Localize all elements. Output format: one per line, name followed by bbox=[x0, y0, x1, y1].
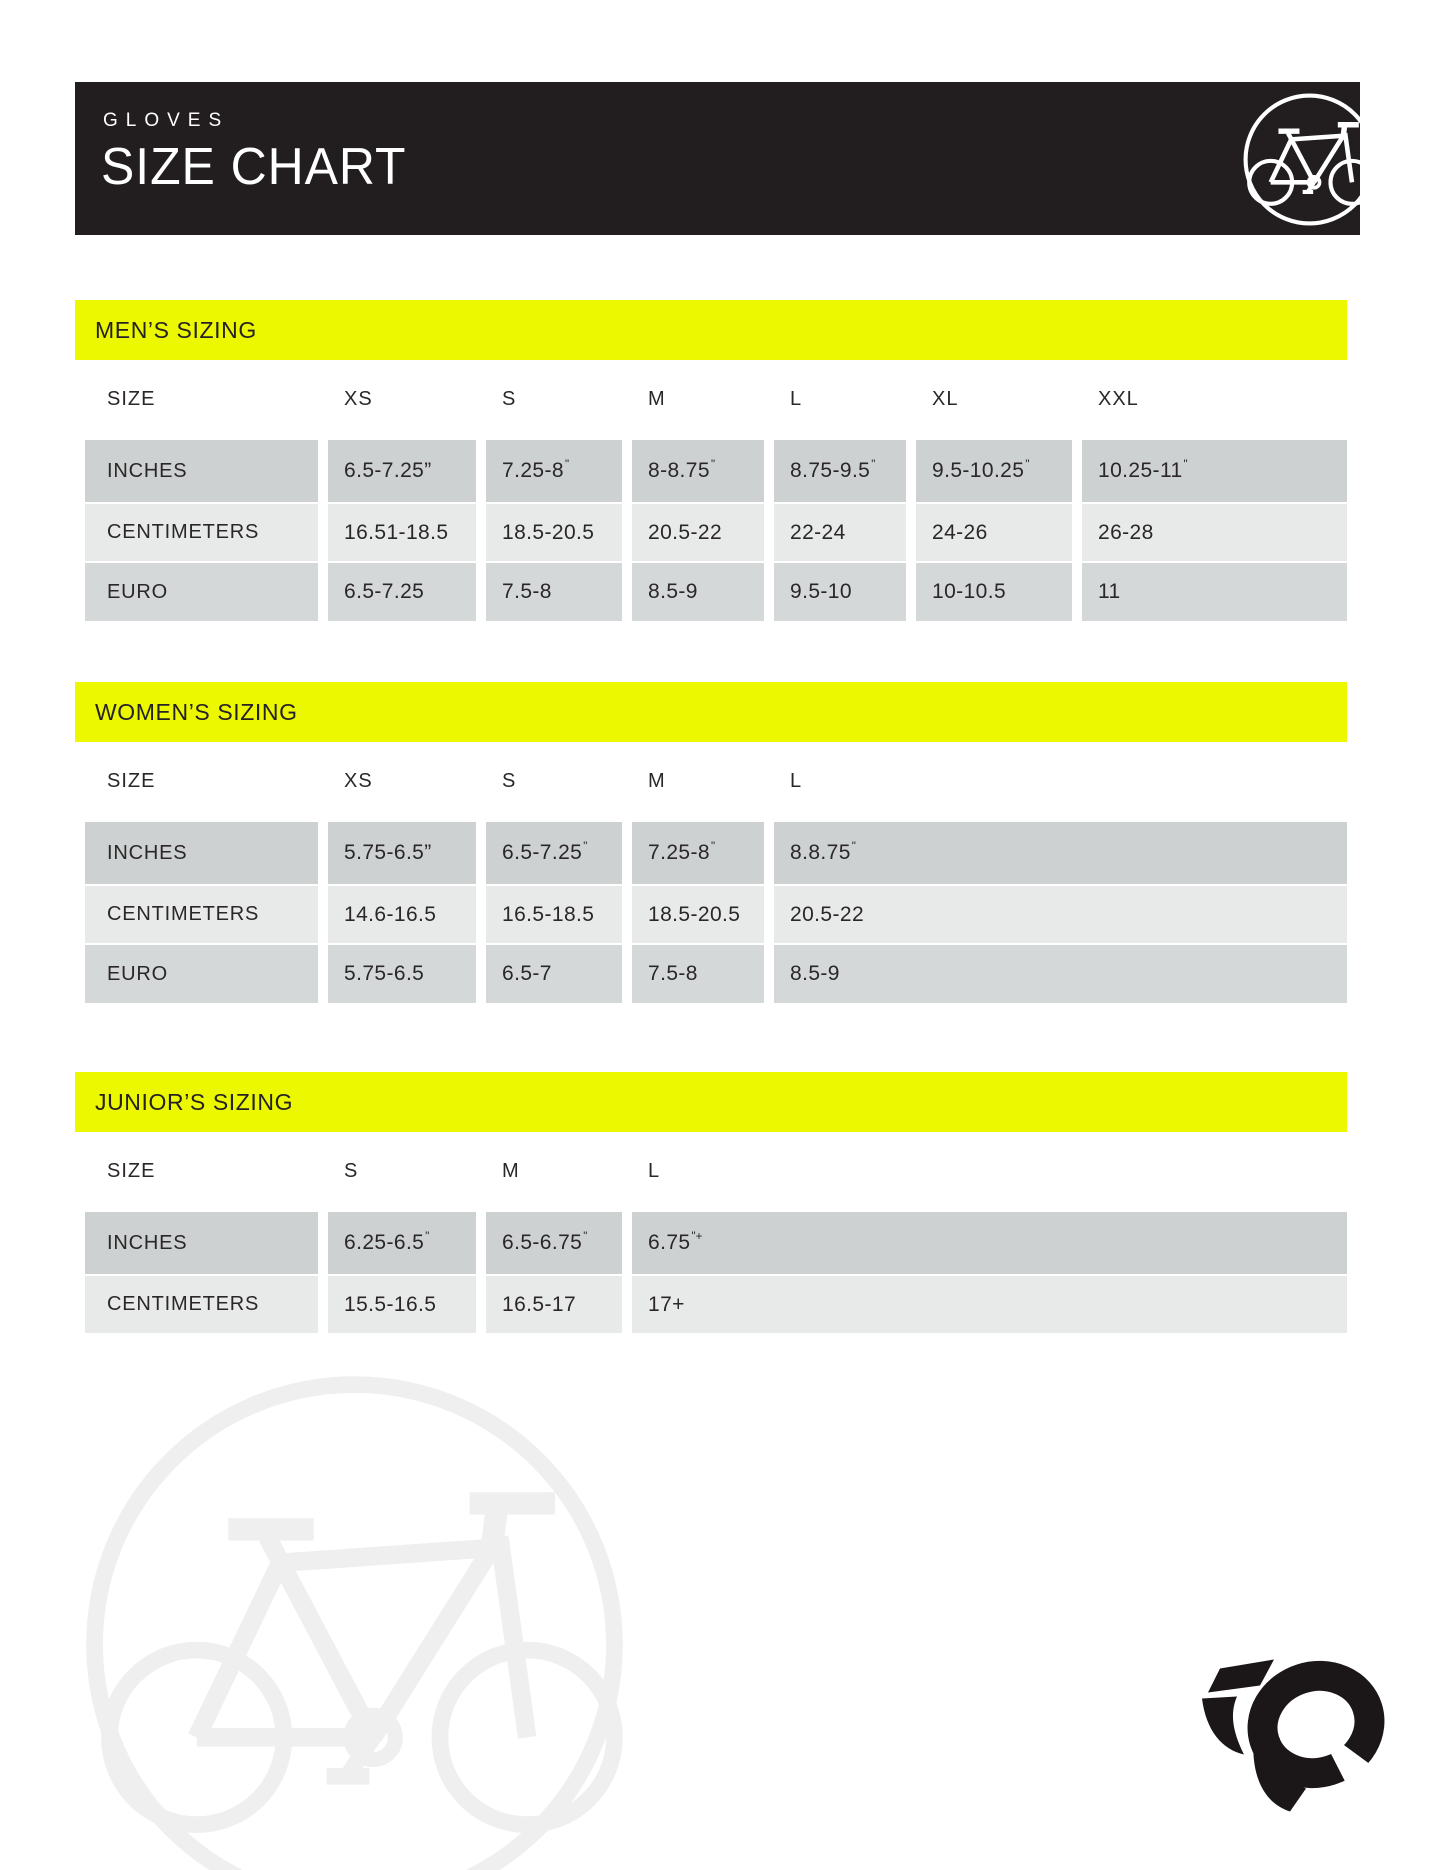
juniors-sizing-section bbox=[75, 1072, 1360, 1335]
table-cell bbox=[486, 886, 622, 943]
column-header-m: M bbox=[502, 1160, 520, 1182]
table-cell bbox=[916, 563, 1072, 621]
cell-unit-sup: " bbox=[564, 459, 570, 472]
gloves-kicker: GLOVES bbox=[103, 110, 230, 131]
table-cell bbox=[1082, 563, 1347, 621]
table-cell bbox=[632, 945, 764, 1003]
cell-unit-sup: " bbox=[583, 1231, 588, 1244]
column-header-s: S bbox=[502, 770, 517, 792]
table-row-inches bbox=[85, 440, 1347, 502]
column-header-xs: XS bbox=[344, 770, 373, 792]
table-row-centimeters bbox=[85, 1276, 1347, 1333]
table-cell bbox=[1082, 440, 1347, 502]
cell-value: 17+ bbox=[648, 1292, 685, 1316]
table-cell bbox=[486, 563, 622, 621]
section-title-bar bbox=[75, 682, 1347, 742]
size-chart-title: SIZE CHART bbox=[101, 138, 407, 196]
column-header-xs: XS bbox=[344, 388, 373, 410]
cell-value: 7.5-8 bbox=[648, 962, 698, 985]
row-label: EURO bbox=[85, 945, 318, 1003]
column-header-s: S bbox=[344, 1160, 359, 1182]
cell-value: 6.75 bbox=[648, 1231, 691, 1254]
table-cell bbox=[328, 1212, 476, 1274]
table-cell bbox=[774, 822, 1347, 884]
table-cell bbox=[1082, 504, 1347, 561]
table-cell bbox=[328, 440, 476, 502]
table-row-centimeters bbox=[85, 886, 1347, 943]
row-label: CENTIMETERS bbox=[85, 886, 318, 943]
column-header-size: SIZE bbox=[107, 770, 156, 792]
cell-value: 7.25-8 bbox=[648, 841, 710, 864]
row-label: CENTIMETERS bbox=[85, 1276, 318, 1333]
cell-value: 26-28 bbox=[1098, 520, 1154, 544]
column-header-row bbox=[85, 770, 1347, 822]
cell-value: 11 bbox=[1098, 580, 1121, 603]
table-cell bbox=[632, 563, 764, 621]
cell-value: 5.75-6.5” bbox=[344, 841, 432, 864]
table-row-inches bbox=[85, 822, 1347, 884]
table-cell bbox=[916, 504, 1072, 561]
column-header-xxl: XXL bbox=[1098, 388, 1139, 410]
cell-unit-sup: " bbox=[710, 841, 716, 854]
cell-value: 22-24 bbox=[790, 520, 846, 544]
column-header-m: M bbox=[648, 770, 666, 792]
table-cell bbox=[632, 1212, 1347, 1274]
table-cell bbox=[632, 886, 764, 943]
table-cell bbox=[916, 440, 1072, 502]
table-cell bbox=[486, 822, 622, 884]
cell-value: 8-8.75 bbox=[648, 459, 710, 482]
header-bar bbox=[75, 82, 1360, 235]
cell-value: 16.51-18.5 bbox=[344, 520, 449, 544]
column-header-row bbox=[85, 388, 1347, 440]
section-title: WOMEN’S SIZING bbox=[95, 698, 298, 725]
cell-value: 8.8.75 bbox=[790, 841, 851, 864]
cell-value: 24-26 bbox=[932, 520, 988, 544]
cell-unit-sup: " bbox=[583, 841, 588, 854]
cell-value: 14.6-16.5 bbox=[344, 902, 437, 926]
cell-value: 18.5-20.5 bbox=[648, 902, 741, 926]
cell-value: 8.5-9 bbox=[648, 580, 698, 603]
cell-unit-sup: " bbox=[1025, 459, 1030, 472]
table-cell bbox=[328, 945, 476, 1003]
table-cell bbox=[328, 886, 476, 943]
bicycle-in-circle-icon bbox=[1241, 91, 1360, 228]
row-label: INCHES bbox=[85, 1212, 318, 1274]
table-cell bbox=[328, 563, 476, 621]
table-cell bbox=[486, 1276, 622, 1333]
cell-value: 6.5-7.25 bbox=[344, 580, 425, 603]
column-header-m: M bbox=[648, 388, 666, 410]
row-label: INCHES bbox=[85, 440, 318, 502]
cell-value: 6.25-6.5 bbox=[344, 1231, 425, 1254]
cell-unit-sup: " bbox=[851, 841, 856, 854]
table-cell bbox=[632, 822, 764, 884]
table-cell bbox=[774, 945, 1347, 1003]
table-cell bbox=[774, 886, 1347, 943]
row-label: EURO bbox=[85, 563, 318, 621]
table-cell bbox=[774, 563, 906, 621]
cell-unit-sup: " bbox=[425, 1231, 430, 1244]
cell-value: 15.5-16.5 bbox=[344, 1292, 437, 1316]
cell-value: 9.5-10.25 bbox=[932, 459, 1025, 482]
table-cell bbox=[632, 440, 764, 502]
womens-sizing-table bbox=[85, 770, 1347, 1003]
table-cell bbox=[774, 504, 906, 561]
juniors-sizing-table bbox=[85, 1160, 1347, 1333]
table-cell bbox=[632, 1276, 1347, 1333]
cell-unit-sup: " bbox=[1183, 459, 1188, 472]
column-header-s: S bbox=[502, 388, 517, 410]
table-cell bbox=[632, 504, 764, 561]
row-label: CENTIMETERS bbox=[85, 504, 318, 561]
section-title-bar bbox=[75, 300, 1347, 360]
cell-value: 6.5-7.25 bbox=[502, 841, 583, 864]
section-title-bar bbox=[75, 1072, 1347, 1132]
cell-unit-sup: "+ bbox=[691, 1231, 703, 1244]
table-cell bbox=[486, 945, 622, 1003]
row-label: INCHES bbox=[85, 822, 318, 884]
cell-value: 20.5-22 bbox=[790, 902, 865, 926]
mens-sizing-section bbox=[75, 300, 1360, 621]
column-header-xl: XL bbox=[932, 388, 959, 410]
cell-unit-sup: " bbox=[710, 459, 716, 472]
cell-value: 16.5-17 bbox=[502, 1292, 577, 1316]
cell-value: 18.5-20.5 bbox=[502, 520, 595, 544]
table-row-euro bbox=[85, 945, 1347, 1003]
table-row-inches bbox=[85, 1212, 1347, 1274]
cell-value: 6.5-6.75 bbox=[502, 1231, 583, 1254]
column-header-l: L bbox=[790, 770, 803, 792]
cell-value: 9.5-10 bbox=[790, 580, 852, 603]
column-header-l: L bbox=[790, 388, 803, 410]
womens-sizing-section bbox=[75, 682, 1360, 1003]
column-header-row bbox=[85, 1160, 1347, 1212]
column-header-size: SIZE bbox=[107, 388, 156, 410]
table-cell bbox=[486, 504, 622, 561]
cell-value: 8.75-9.5 bbox=[790, 459, 871, 482]
cell-value: 7.25-8 bbox=[502, 459, 564, 482]
cell-value: 10.25-11 bbox=[1098, 459, 1183, 482]
table-row-euro bbox=[85, 563, 1347, 621]
cell-value: 20.5-22 bbox=[648, 520, 723, 544]
table-cell bbox=[486, 440, 622, 502]
table-row-centimeters bbox=[85, 504, 1347, 561]
table-cell bbox=[328, 504, 476, 561]
cell-unit-sup: " bbox=[871, 459, 876, 472]
cell-value: 6.5-7.25” bbox=[344, 459, 432, 482]
cell-value: 6.5-7 bbox=[502, 962, 552, 985]
section-title: MEN’S SIZING bbox=[95, 316, 257, 343]
cell-value: 7.5-8 bbox=[502, 580, 552, 603]
cell-value: 8.5-9 bbox=[790, 962, 840, 985]
section-title: JUNIOR’S SIZING bbox=[95, 1088, 294, 1115]
mens-sizing-table bbox=[85, 388, 1347, 621]
column-header-l: L bbox=[648, 1160, 661, 1182]
cell-value: 5.75-6.5 bbox=[344, 962, 425, 985]
cell-value: 16.5-18.5 bbox=[502, 902, 595, 926]
pearl-izumi-logo bbox=[1190, 1652, 1390, 1827]
bicycle-in-circle-watermark bbox=[76, 1366, 633, 1870]
table-cell bbox=[328, 1276, 476, 1333]
table-cell bbox=[486, 1212, 622, 1274]
table-cell bbox=[774, 440, 906, 502]
table-cell bbox=[328, 822, 476, 884]
column-header-size: SIZE bbox=[107, 1160, 156, 1182]
cell-value: 10-10.5 bbox=[932, 580, 1007, 603]
